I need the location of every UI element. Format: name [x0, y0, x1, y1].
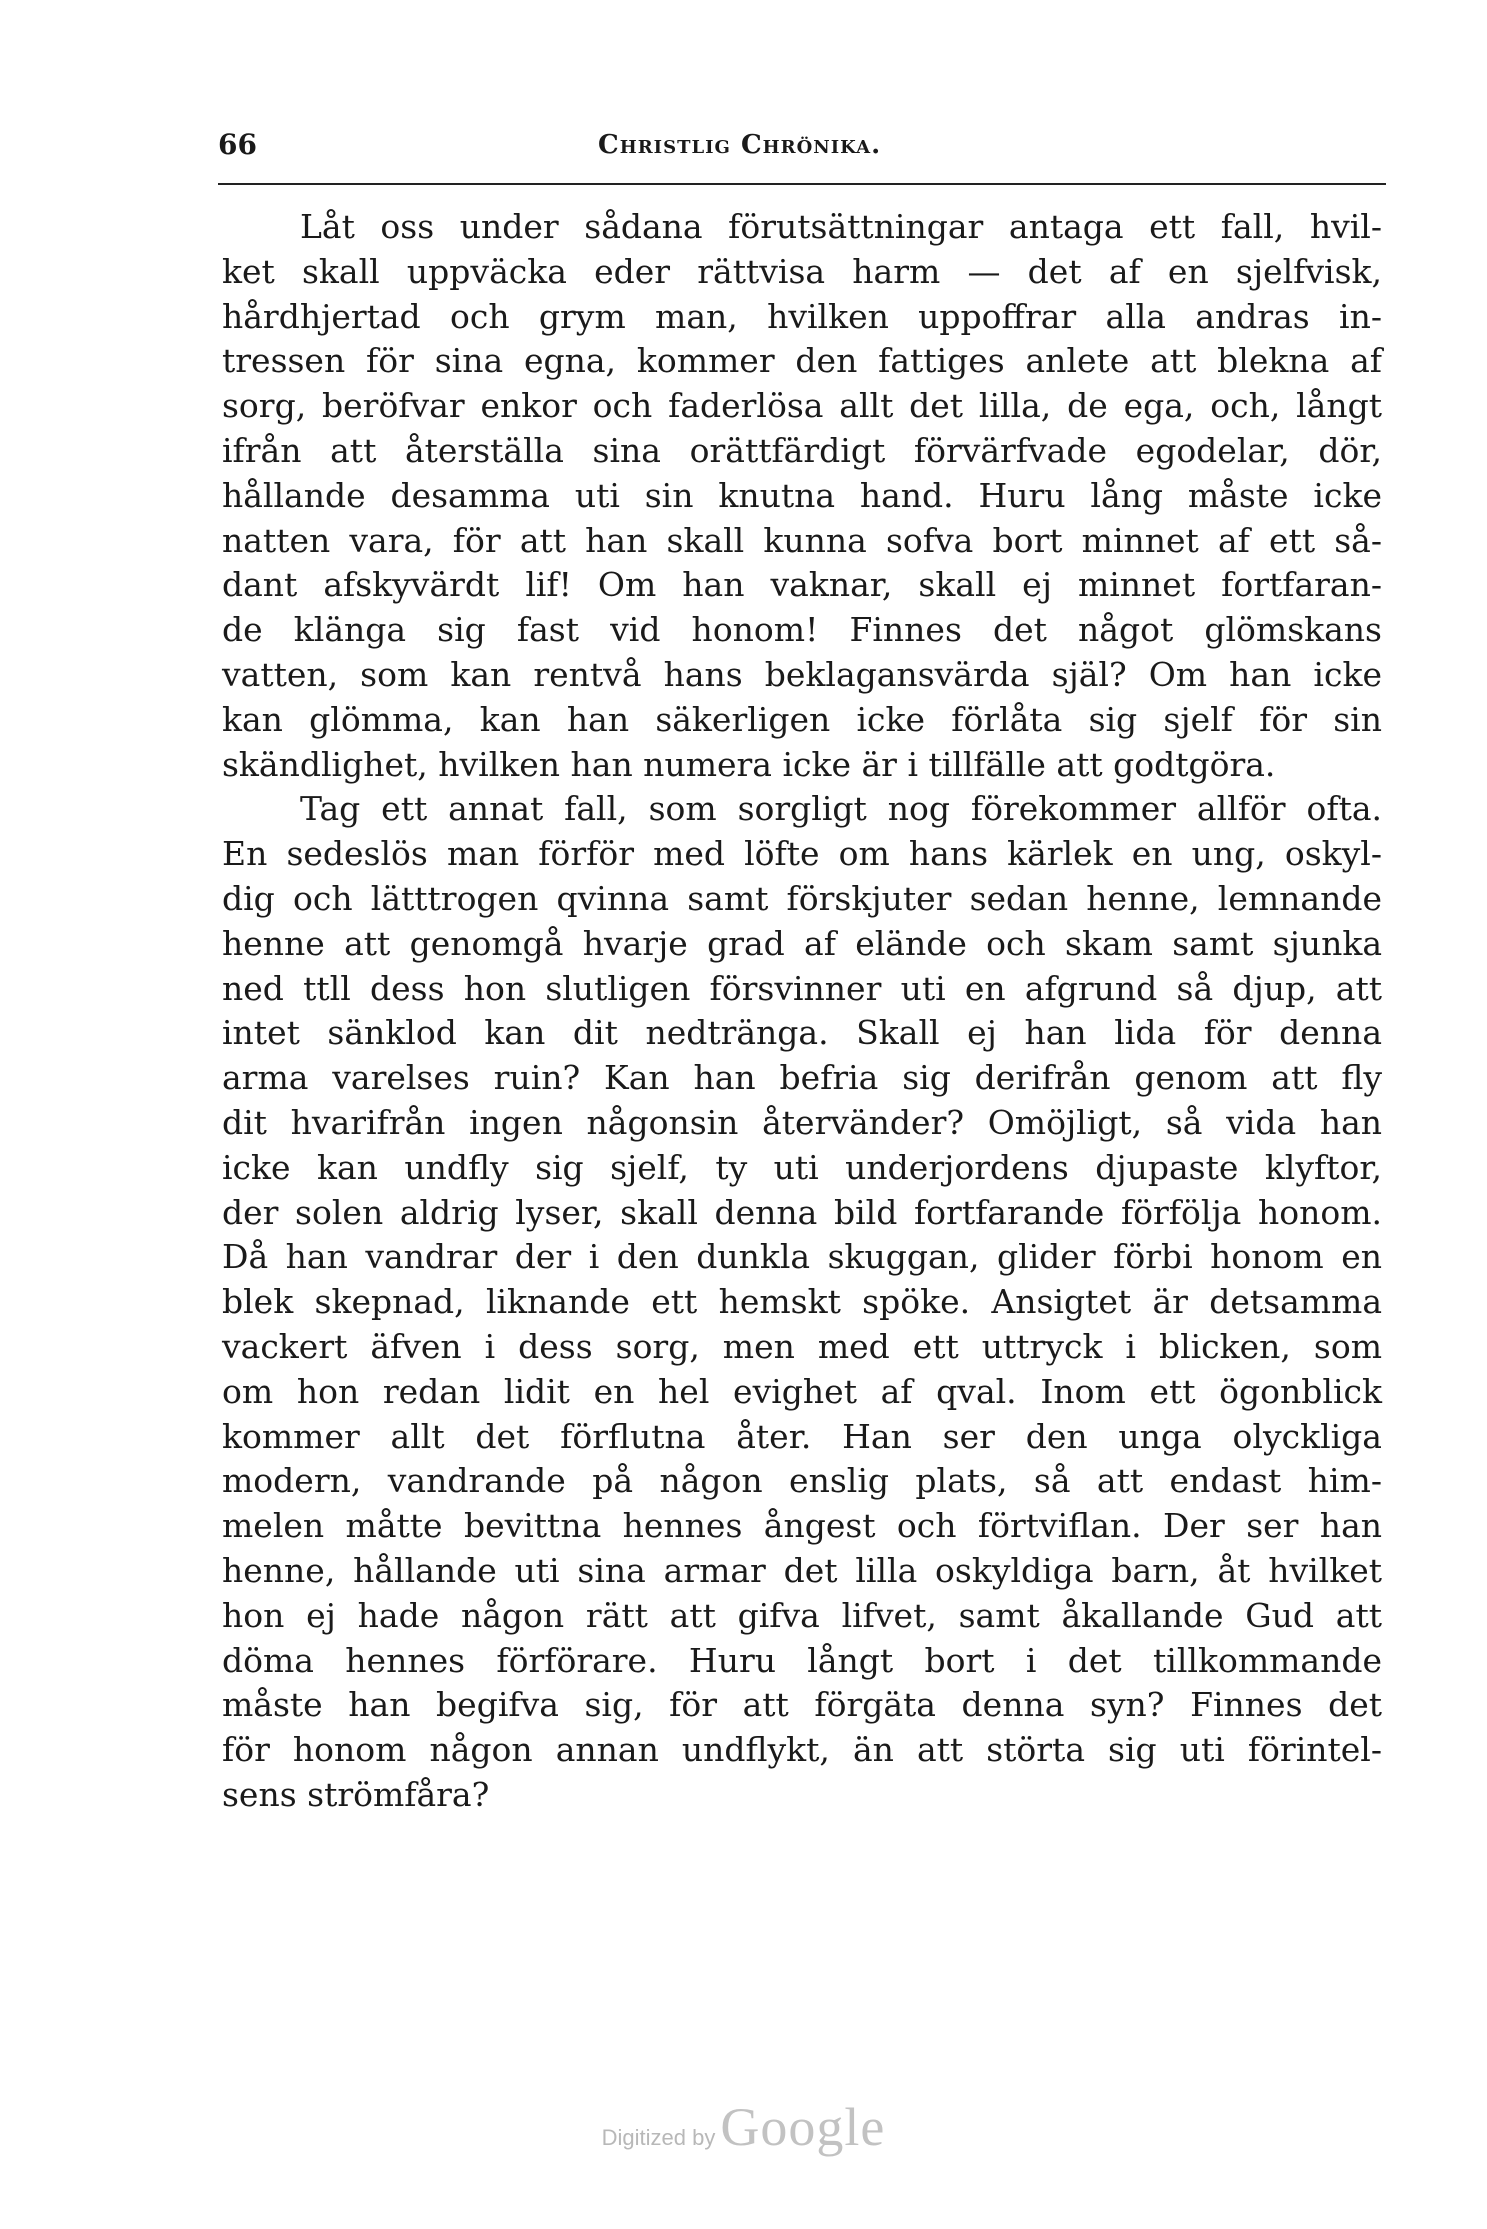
text-line: måste han begifva sig, för att förgäta denna syn? Finnes det	[222, 1685, 1382, 1725]
text-line: ned ttll dess hon slutligen försvinner uti en afgrund så djup, att	[222, 968, 1382, 1008]
text-line: Låt oss under sådana förutsättningar antaga ett fall, hvil-	[300, 207, 1382, 246]
text-line: henne, hållande uti sina armar det lilla oskyldiga barn, åt hvilket	[222, 1550, 1382, 1590]
text-line: Då han vandrar der i den dunkla skuggan, glider förbi honom en	[222, 1237, 1382, 1277]
text-line: för honom någon annan undflykt, än att störta sig uti förintel-	[222, 1730, 1382, 1770]
text-line: de klänga sig fast vid honom! Finnes det något glömskans	[222, 610, 1382, 650]
text-line: dig och lätttrogen qvinna samt förskjuter sedan henne, lemnande	[222, 878, 1382, 918]
text-line: der solen aldrig lyser, skall denna bild fortfarande förfölja honom.	[222, 1192, 1382, 1232]
text-line: intet sänklod kan dit nedtränga. Skall ej han lida för denna	[222, 1013, 1382, 1053]
text-line: dit hvarifrån ingen någonsin återvänder? Omöjligt, så vida han	[222, 1102, 1382, 1142]
text-line: sorg, beröfvar enkor och faderlösa allt det lilla, de ega, och, långt	[222, 386, 1382, 426]
text-line: vackert äfven i dess sorg, men med ett uttryck i blicken, som	[222, 1326, 1382, 1366]
text-line: kan glömma, kan han säkerligen icke förlåta sig sjelf för sin	[222, 699, 1382, 739]
digitized-by-label: Digitized by	[601, 2125, 716, 2150]
text-line: Tag ett annat fall, som sorgligt nog förekommer allför ofta.	[300, 789, 1382, 829]
text-line: hon ej hade någon rätt att gifva lifvet, samt åkallande Gud att	[222, 1595, 1382, 1635]
text-line: arma varelses ruin? Kan han befria sig derifrån genom att fly	[222, 1058, 1382, 1098]
text-line: icke kan undfly sig sjelf, ty uti underjordens djupaste klyftor,	[222, 1147, 1382, 1187]
text-line: dant afskyvärdt lif! Om han vaknar, skall ej minnet fortfaran-	[222, 565, 1382, 605]
google-logo: Google	[720, 2097, 886, 2157]
page-number: 66	[218, 128, 257, 161]
text-line: hållande desamma uti sin knutna hand. Huru lång måste icke	[222, 475, 1382, 515]
text-line: ket skall uppväcka eder rättvisa harm — det af en sjelfvisk,	[222, 251, 1382, 291]
text-line: blek skepnad, liknande ett hemskt spöke. Ansigtet är detsamma	[222, 1282, 1382, 1322]
body-text	[222, 205, 1382, 1818]
header-rule	[218, 183, 1386, 185]
text-line: En sedeslös man förför med löfte om hans kärlek en ung, oskyl-	[222, 834, 1382, 874]
text-line: skändlighet, hvilken han numera icke är i tillfälle att godtgöra.	[222, 744, 1276, 784]
text-line: melen måtte bevittna hennes ångest och förtviflan. Der ser han	[222, 1506, 1382, 1546]
digitization-watermark	[0, 2096, 1487, 2158]
running-title: Christlig Chrönika.	[598, 130, 882, 160]
text-line: hårdhjertad och grym man, hvilken uppoffrar alla andras in-	[222, 296, 1382, 336]
text-line: henne att genomgå hvarje grad af elände och skam samt sjunka	[222, 923, 1382, 963]
text-line: modern, vandrande på någon enslig plats, så att endast him-	[222, 1461, 1382, 1501]
text-line: sens strömfåra?	[222, 1774, 490, 1814]
text-line: döma hennes förförare. Huru långt bort i det tillkommande	[222, 1640, 1382, 1680]
text-line: tressen för sina egna, kommer den fattiges anlete att blekna af	[222, 341, 1382, 381]
text-line: natten vara, för att han skall kunna sofva bort minnet af ett så-	[222, 520, 1382, 560]
text-line: ifrån att återställa sina orättfärdigt förvärfvade egodelar, dör,	[222, 430, 1382, 470]
text-line: vatten, som kan rentvå hans beklagansvärda själ? Om han icke	[222, 654, 1382, 694]
text-line: om hon redan lidit en hel evighet af qval. Inom ett ögonblick	[222, 1371, 1382, 1411]
running-head	[218, 128, 1388, 168]
text-line: kommer allt det förflutna åter. Han ser den unga olyckliga	[222, 1416, 1382, 1456]
